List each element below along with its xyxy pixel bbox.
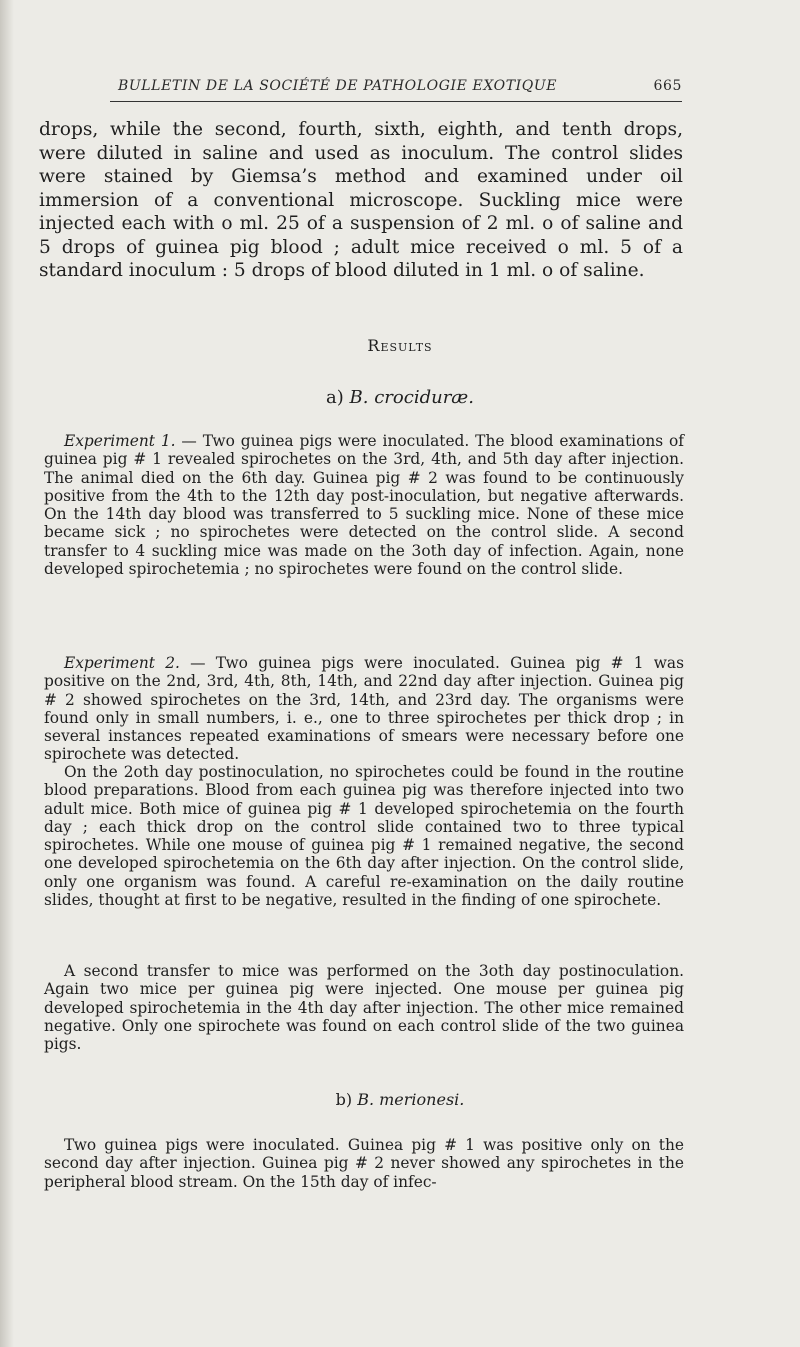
experiment-1-lead: Experiment 1. [64, 432, 176, 450]
page-number: 665 [653, 78, 682, 94]
header-rule [110, 101, 682, 102]
running-header [110, 78, 682, 96]
experiment-2-paragraph [44, 654, 684, 764]
section-a-heading [0, 387, 800, 408]
section-b-paragraph: Two guinea pigs were inoculated. Guinea pig # 1 was positive only on the second day after injection. Guinea pig # 2 never showed any spirochetes in the peripheral blood stream. On the 15th day of infec- [44, 1136, 684, 1191]
page-edge-shadow [0, 0, 14, 1347]
section-a-name: B. crociduræ. [349, 387, 474, 408]
section-a-label: a) [326, 387, 344, 408]
experiment-2-paragraph-2: On the 2oth day postinoculation, no spirochetes could be found in the routine blood preparations. Blood from each guinea pig was therefore injected into two adult mice. Both mice of guinea pig # 1 developed spirochetemia on the fourth day ; each thick drop on the control slide contained two to three typical spirochetes. While one mouse of guinea pig # 1 remained negative, the second one developed spirochetemia on the 6th day after injection. On the control slide, only one organism was found. A careful re-examination on the daily routine slides, thought at first to be negative, resulted in the finding of one spirochete. [44, 763, 684, 910]
experiment-2-text: — Two guinea pigs were inoculated. Guinea pig # 1 was positive on the 2nd, 3rd, 4th, 8th, 14th, and 22nd day after injection. Guinea pig # 2 showed spirochetes on the 3rd, 14th, and 23rd day. The organisms were found only in small numbers, i. e., one to three spirochetes per thick drop ; in several instances repeated examinations of smears were necessary before one spirochete was detected. [44, 654, 685, 764]
experiment-1-text: — Two guinea pigs were inoculated. The blood examinations of guinea pig # 1 revealed spirochetes on the 3rd, 4th, and 5th day after injection. The animal died on the 6th day. Guinea pig # 2 was found to be continuously positive from the 4th to the 12th day post-inoculation, but negative afterwards. On the 14th day blood was transferred to 5 suckling mice. None of these mice became sick ; no spirochetes were detected on the control slide. A second transfer to 4 suckling mice was made on the 3oth day of infection. Again, none developed spirochetemia ; no spirochetes were found on the control slide. [44, 432, 684, 579]
section-b-name: B. merionesi. [357, 1090, 465, 1109]
experiment-2-lead: Experiment 2. [64, 654, 180, 672]
section-b-label: b) [335, 1090, 353, 1109]
journal-title: BULLETIN DE LA SOCIÉTÉ DE PATHOLOGIE EXOTIQUE [118, 78, 558, 94]
experiment-1-paragraph [44, 432, 684, 578]
intro-paragraph: drops, while the second, fourth, sixth, eighth, and tenth drops, were diluted in saline and used as inoculum. The control slides were stained by Giemsa’s method and examined under oil immersion of a conventional microscope. Suckling mice were injected each with o ml. 25 of a suspension of 2 ml. o of saline and 5 drops of guinea pig blood ; adult mice received o ml. 5 of a standard inoculum : 5 drops of blood diluted in 1 ml. o of saline. [39, 119, 683, 281]
section-b-heading [0, 1090, 800, 1109]
experiment-2-paragraph-3: A second transfer to mice was performed on the 3oth day postinoculation. Again two mice per guinea pig were injected. One mouse per guinea pig developed spirochetemia in the 4th day after injection. The other mice remained negative. Only one spirochete was found on each control slide of the two guinea pigs. [44, 962, 684, 1054]
results-heading: Results [367, 336, 433, 355]
